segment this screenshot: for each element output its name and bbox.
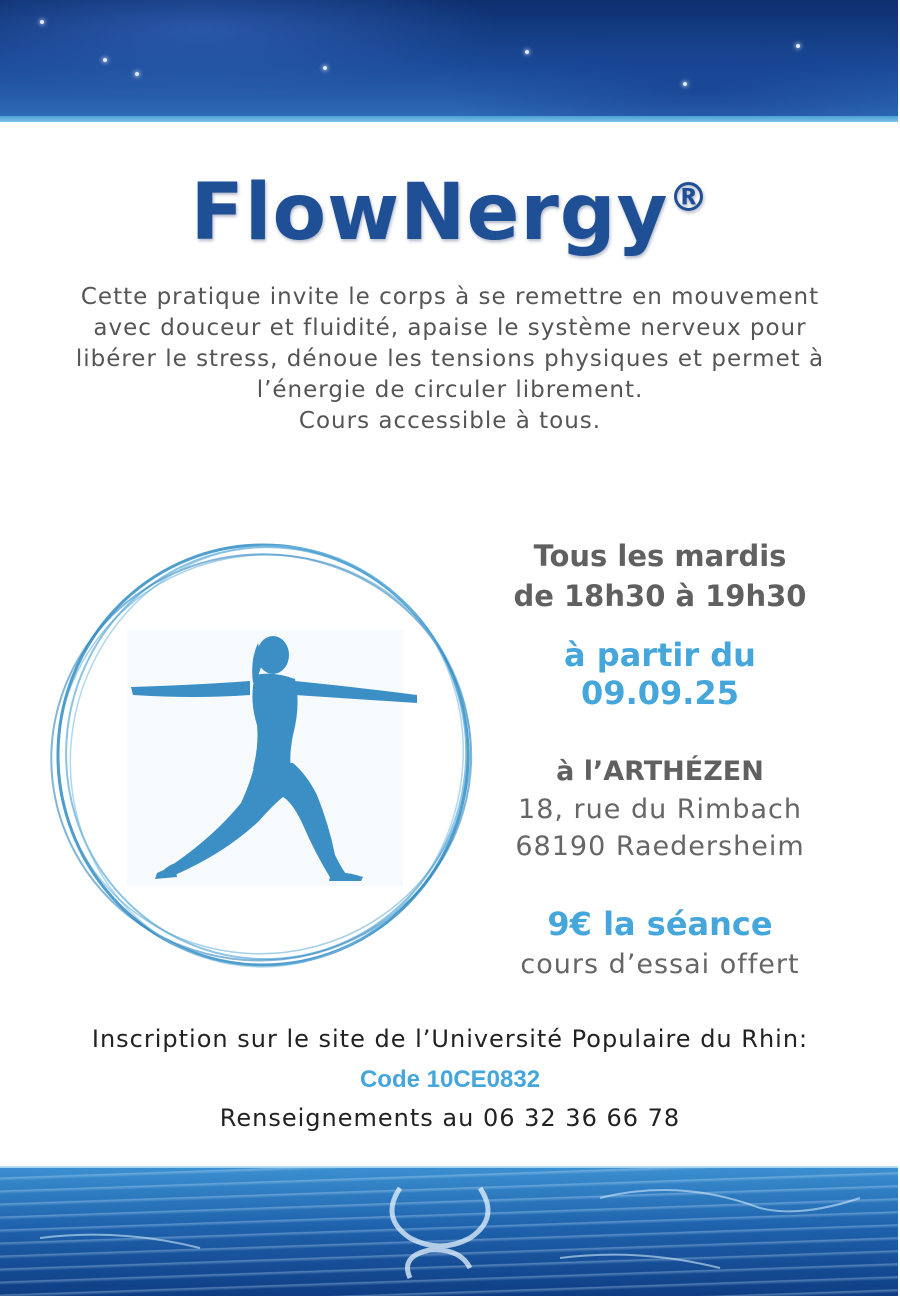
course-info	[480, 530, 840, 980]
star-icon	[323, 66, 327, 70]
bottom-banner-water	[0, 1168, 898, 1296]
start-date	[480, 636, 840, 712]
water-reflection-icon	[0, 1168, 898, 1296]
star-icon	[525, 50, 529, 54]
schedule	[480, 536, 840, 616]
top-banner-night-sky	[0, 0, 898, 118]
venue-name: à l’ARTHÉZEN	[556, 756, 764, 787]
venue-street: 18, rue du Rimbach	[518, 794, 802, 825]
star-icon	[683, 82, 687, 86]
start-date-value: 09.09.25	[581, 674, 739, 712]
intro-description: Cette pratique invite le corps à se remettre en mouvement avec douceur et fluidité, apaise le système nerveux pour libérer le stress, dénoue les tensions physiques et permet à l’énergie de circuler librement.	[75, 284, 825, 403]
star-icon	[40, 20, 44, 24]
signup-text: Inscription sur le site de l’Université Populaire du Rhin:	[91, 1025, 809, 1053]
star-icon	[796, 44, 800, 48]
price: 9€ la séance	[547, 905, 773, 943]
registered-mark: ®	[668, 175, 710, 221]
schedule-day: Tous les mardis	[533, 539, 787, 573]
contact-phone: Renseignements au 06 32 36 66 78	[219, 1104, 681, 1132]
star-icon	[135, 72, 139, 76]
signup-code: Code 10CE0832	[359, 1066, 541, 1093]
top-banner-edge	[0, 116, 898, 122]
intro-text	[60, 282, 840, 437]
intro-accessibility: Cours accessible à tous.	[298, 408, 602, 434]
schedule-time: de 18h30 à 19h30	[513, 579, 807, 613]
trial-offer: cours d’essai offert	[520, 949, 800, 980]
venue-address	[480, 791, 840, 865]
star-icon	[103, 58, 107, 62]
yoga-warrior-pose-icon	[45, 535, 485, 975]
page-title	[0, 168, 900, 258]
title-name: FlowNergy	[190, 168, 669, 258]
start-date-label: à partir du	[564, 636, 756, 674]
venue-city: 68190 Raedersheim	[515, 831, 805, 862]
